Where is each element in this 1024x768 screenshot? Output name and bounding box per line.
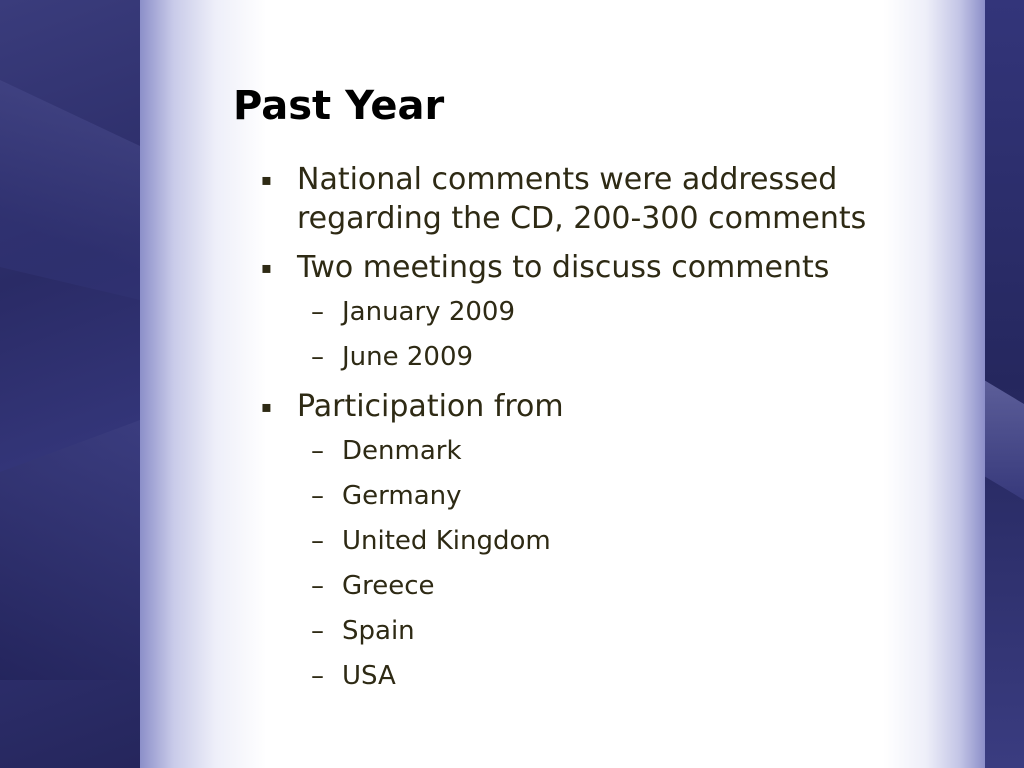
sub-item-text: Greece (342, 571, 435, 601)
bullet-text: Participation from (297, 389, 564, 424)
dash-marker-icon: – (311, 571, 324, 601)
bullet-marker-icon: ▪ (261, 170, 272, 189)
dash-marker-icon: – (311, 297, 324, 327)
sub-item-text: Germany (342, 481, 462, 511)
background-shard (0, 420, 140, 680)
sub-item (258, 338, 968, 377)
sub-item-text: United Kingdom (342, 526, 551, 556)
sub-item-text: USA (342, 661, 396, 691)
sub-item-text: Denmark (342, 436, 462, 466)
dash-marker-icon: – (311, 481, 324, 511)
sub-item-text: June 2009 (342, 342, 474, 372)
bullet-item (258, 387, 968, 426)
sub-item (258, 657, 968, 696)
sub-item (258, 432, 968, 471)
bullet-marker-icon: ▪ (261, 258, 272, 277)
bullet-item (258, 248, 968, 287)
bullet-item (258, 160, 968, 238)
background-shard (984, 380, 1024, 500)
dash-marker-icon: – (311, 661, 324, 691)
background-right-decoration (984, 0, 1024, 768)
bullet-list (258, 160, 968, 702)
dash-marker-icon: – (311, 342, 324, 372)
sub-item-text: Spain (342, 616, 415, 646)
sub-item (258, 293, 968, 332)
bullet-marker-icon: ▪ (261, 397, 272, 416)
sub-item-text: January 2009 (342, 297, 515, 327)
dash-marker-icon: – (311, 616, 324, 646)
sub-item (258, 612, 968, 651)
sub-list (258, 432, 968, 696)
bullet-text: National comments were addressed regarding the CD, 200-300 comments (297, 162, 867, 236)
dash-marker-icon: – (311, 526, 324, 556)
background-shard (0, 80, 140, 300)
sub-list (258, 293, 968, 377)
sub-item (258, 567, 968, 606)
sub-item (258, 522, 968, 561)
dash-marker-icon: – (311, 436, 324, 466)
bullet-text: Two meetings to discuss comments (297, 250, 830, 285)
slide-title: Past Year (233, 83, 445, 129)
background-left-decoration (0, 0, 140, 768)
sub-item (258, 477, 968, 516)
